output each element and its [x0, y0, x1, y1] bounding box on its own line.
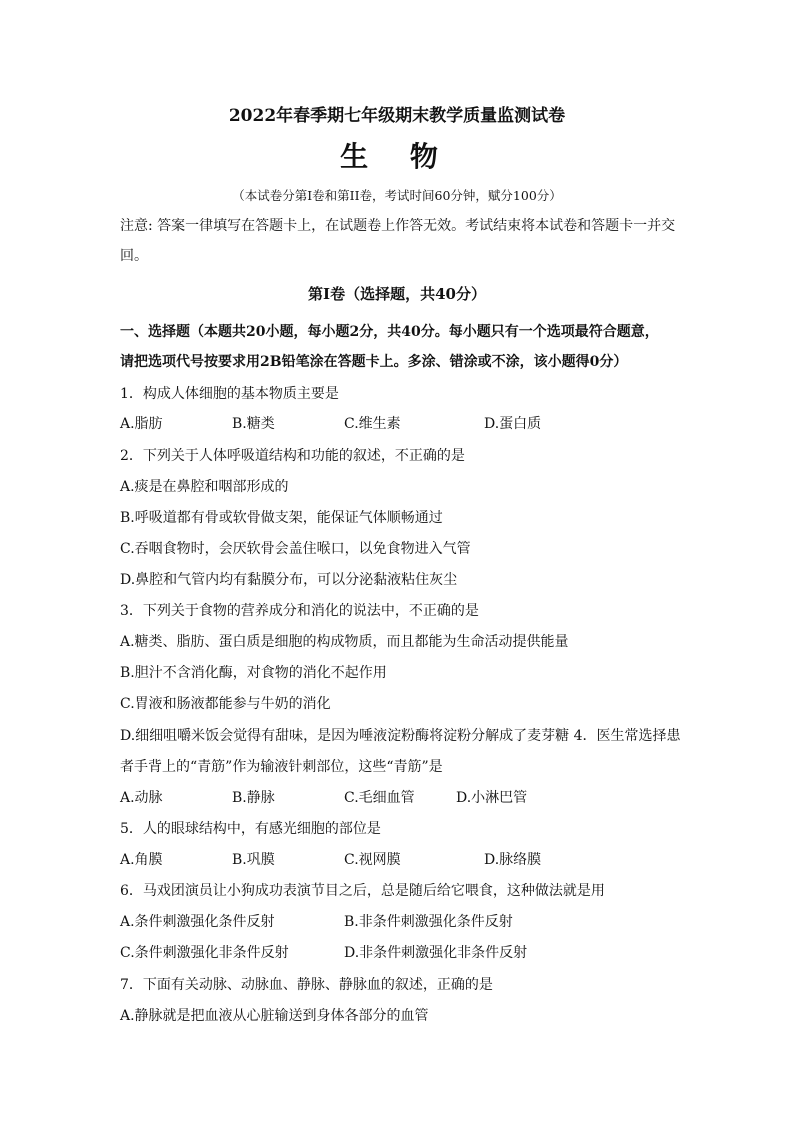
section-instructions-1: 一、选择题（本题共20小题，每小题2分，共40分。每小题只有一个选项最符合题意，: [120, 324, 659, 340]
question-6-stem: 6．马戏团演员让小狗成功表演节目之后，总是随后给它喂食，这种做法就是用: [120, 883, 605, 899]
q3-option-c: C.胃液和肠液都能参与牛奶的消化: [120, 696, 331, 712]
question-1-stem: 1．构成人体细胞的基本物质主要是: [120, 386, 339, 402]
q1-option-b: B.糖类: [232, 416, 275, 432]
q3-option-a: A.糖类、脂肪、蛋白质是细胞的构成物质，而且都能为生命活动提供能量: [120, 634, 569, 650]
section-title: 第I卷（选择题，共40分）: [308, 285, 486, 303]
question-2-stem: 2．下列关于人体呼吸道结构和功能的叙述，不正确的是: [120, 448, 465, 464]
q6-option-d: D.非条件刺激强化非条件反射: [344, 945, 528, 961]
section-instructions-2: 请把选项代号按要求用2B铅笔涂在答题卡上。多涂、错涂或不涂，该小题得0分）: [120, 354, 628, 370]
exam-title: 2022年春季期七年级期末教学质量监测试卷: [228, 106, 566, 126]
q4-option-b: B.静脉: [232, 790, 275, 806]
exam-note: （本试卷分第I卷和第II卷，考试时间60分钟，赋分100分）: [232, 188, 562, 203]
q1-option-c: C.维生素: [344, 416, 401, 432]
q7-option-a: A.静脉就是把血液从心脏输送到身体各部分的血管: [120, 1008, 429, 1024]
q2-option-a: A.痰是在鼻腔和咽部形成的: [120, 479, 289, 495]
question-7-stem: 7．下面有关动脉、动脉血、静脉、静脉血的叙述，正确的是: [120, 977, 493, 993]
q5-option-a: A.角膜: [120, 852, 163, 868]
q4-option-a: A.动脉: [120, 790, 163, 806]
q6-option-a: A.条件刺激强化条件反射: [120, 914, 275, 930]
q6-option-b: B.非条件刺激强化条件反射: [344, 914, 513, 930]
q4-option-d: D.小淋巴管: [456, 790, 528, 806]
question-3-stem: 3．下列关于食物的营养成分和消化的说法中，不正确的是: [120, 603, 479, 619]
q2-option-c: C.吞咽食物时，会厌软骨会盖住喉口，以免食物进入气管: [120, 541, 471, 557]
q1-option-d: D.蛋白质: [484, 416, 542, 432]
notice-line-2: 回。: [120, 248, 148, 264]
q5-option-d: D.脉络膜: [484, 852, 542, 868]
q4-option-c: C.毛细血管: [344, 790, 415, 806]
q5-option-b: B.巩膜: [232, 852, 275, 868]
q3-option-b: B.胆汁不含消化酶，对食物的消化不起作用: [120, 665, 387, 681]
question-4-stem: 者手背上的“青筋”作为输液针刺部位，这些“青筋”是: [120, 759, 443, 775]
q3-option-d: D.细细咀嚼米饭会觉得有甜味，是因为唾液淀粉酶将淀粉分解成了麦芽糖 4．医生常选择患: [120, 728, 681, 744]
q6-option-c: C.条件刺激强化非条件反射: [120, 945, 289, 961]
q1-option-a: A.脂肪: [120, 416, 163, 432]
question-5-stem: 5．人的眼球结构中，有感光细胞的部位是: [120, 821, 381, 837]
q5-option-c: C.视网膜: [344, 852, 401, 868]
q2-option-b: B.呼吸道都有骨或软骨做支架，能保证气体顺畅通过: [120, 510, 443, 526]
notice-line-1: 注意: 答案一律填写在答题卡上，在试题卷上作答无效。考试结束将本试卷和答题卡一并交: [120, 218, 676, 234]
subject-title: 生 物: [340, 140, 454, 173]
q2-option-d: D.鼻腔和气管内均有黏膜分布，可以分泌黏液粘住灰尘: [120, 572, 458, 588]
